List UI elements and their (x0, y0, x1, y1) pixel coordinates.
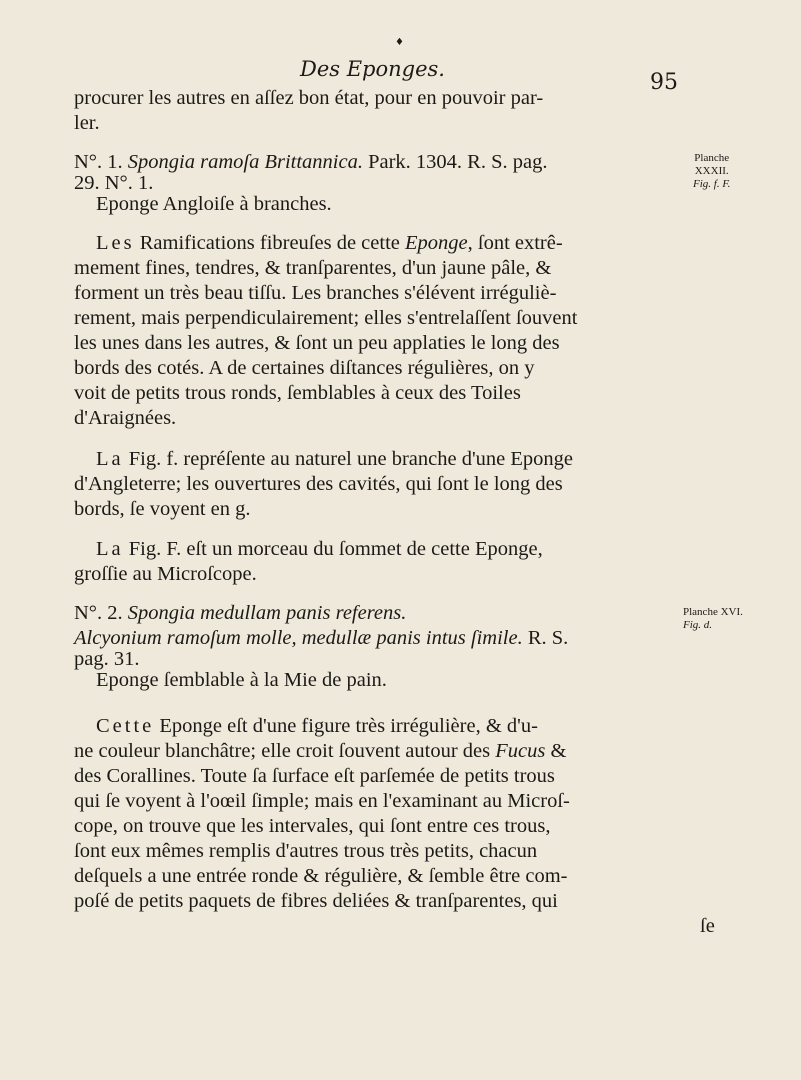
text-line: procurer les autres en aſſez bon état, pour en pouvoir par- (74, 87, 544, 109)
text-line (74, 627, 568, 650)
margin-note-line: Planche XVI. (683, 606, 743, 618)
entry-number: N°. 2. (74, 602, 128, 624)
paragraph-opening (96, 448, 573, 471)
reference: Park. 1304. R. S. pag. (362, 151, 548, 173)
french-name: Eponge Angloiſe à branches. (96, 193, 332, 215)
text-line: bords, ſe voyent en g. (74, 498, 251, 520)
latin-name: Spongia ramoſa Brittannica. (127, 151, 363, 173)
margin-note-plate-32 (693, 152, 730, 191)
small-caps: La (96, 448, 124, 470)
text-line (74, 740, 566, 763)
catchword: ſe (700, 915, 715, 937)
text-run: ne couleur blanchâtre; elle croit ſouvent autour des (74, 740, 491, 762)
margin-note-line: Planche (694, 152, 730, 164)
entry-heading-1 (74, 151, 547, 174)
reference: R. S. (522, 627, 569, 649)
page-number: 95 (650, 70, 678, 95)
header-ornament: ♦ (395, 37, 404, 48)
text-line: voit de petits trous ronds, ſemblables à ceux des Toiles (74, 382, 521, 404)
text-line: qui ſe voyent à l'oœil ſimple; mais en l'examinant au Microſ- (74, 790, 570, 812)
text-run: & (545, 740, 567, 762)
text-line: cope, on trouve que les intervales, qui ſont entre ces trous, (74, 815, 551, 837)
text-run: Ramifications fibreuſes de cette (134, 232, 405, 254)
latin-synonym: Alcyonium ramoſum molle, medullæ panis intus ſimile. (74, 627, 523, 649)
paragraph-opening (96, 232, 563, 255)
small-caps: Cette (96, 715, 155, 737)
entry-heading-2 (74, 602, 406, 625)
text-run: Eponge eſt d'une figure très irrégulière, & d'u- (154, 715, 538, 737)
small-caps: Les (96, 232, 135, 254)
text-line: groſſie au Microſcope. (74, 563, 257, 585)
text-run: , ſont extrê- (467, 232, 563, 254)
text-line: ler. (74, 112, 100, 134)
small-caps: La (96, 538, 124, 560)
text-line: ſont eux mêmes remplis d'autres trous très petits, chacun (74, 840, 538, 862)
margin-note-plate-16 (683, 606, 743, 632)
text-line: bords des cotés. A de certaines diſtances régulières, on y (74, 357, 535, 379)
text-line: d'Araignées. (74, 407, 177, 429)
paragraph-opening (96, 715, 538, 738)
italic-run: Fucus (495, 740, 546, 762)
text-run: Fig. f. repréſente au naturel une branche d'une Eponge (123, 448, 574, 470)
paragraph-opening (96, 538, 543, 561)
text-run: Fig. F. eſt un morceau du ſommet de cette Eponge, (123, 538, 543, 560)
margin-note-line: Fig. f. F. (693, 178, 731, 190)
running-title: Des Eponges. (300, 57, 445, 81)
text-line: pag. 31. (74, 648, 140, 670)
text-line: 29. N°. 1. (74, 172, 154, 194)
text-line: deſquels a une entrée ronde & régulière, & ſemble être com- (74, 865, 568, 887)
text-line: les unes dans les autres, & ſont un peu applaties le long des (74, 332, 560, 354)
text-line: mement fines, tendres, & tranſparentes, d'un jaune pâle, & (74, 257, 552, 279)
margin-note-line: XXXII. (694, 165, 729, 177)
entry-number: N°. 1. (74, 151, 128, 173)
latin-name: Spongia medullam panis referens. (127, 602, 407, 624)
text-line: rement, mais perpendiculairement; elles s'entrelaſſent ſouvent (74, 307, 578, 329)
text-line: forment un très beau tiſſu. Les branches s'élévent irréguliè- (74, 282, 557, 304)
text-line: d'Angleterre; les ouvertures des cavités, qui ſont le long des (74, 473, 563, 495)
text-line: poſé de petits paquets de fibres deliées & tranſparentes, qui (74, 890, 558, 912)
text-line: des Corallines. Toute ſa ſurface eſt parſemée de petits trous (74, 765, 555, 787)
margin-note-line: Fig. d. (683, 619, 713, 631)
french-name: Eponge ſemblable à la Mie de pain. (96, 669, 387, 691)
italic-run: Eponge (405, 232, 468, 254)
